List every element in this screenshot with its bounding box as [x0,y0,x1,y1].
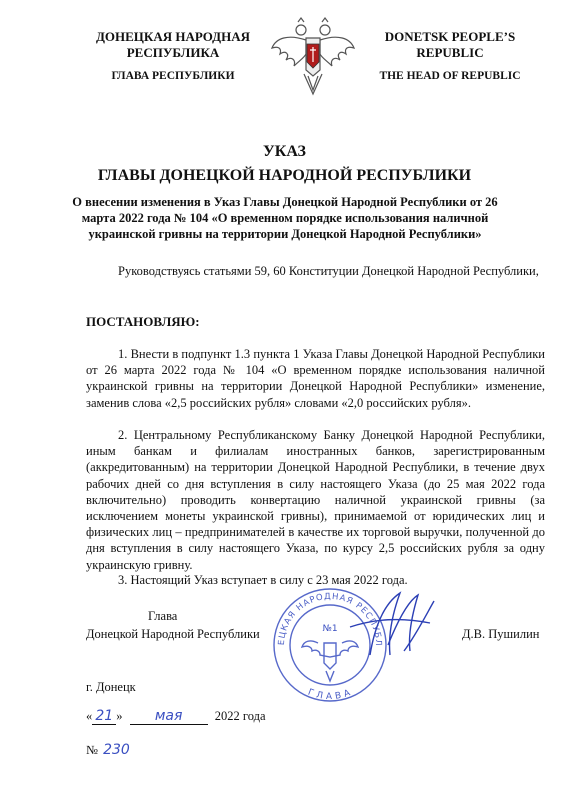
date-month: мая [154,708,183,724]
header-left-line1: ДОНЕЦКАЯ НАРОДНАЯ [95,29,251,44]
header-right-title [375,29,525,61]
date-open-quote: « [86,709,93,723]
document-number [86,742,130,758]
number-label: № [86,743,98,757]
signature-position-line2: Донецкой Народной Республики [86,627,260,641]
header-left-line2: РЕСПУБЛИКА [126,45,220,60]
header-right-line1: DONETSK PEOPLE’S [384,29,516,44]
signature-position-line1: Глава [148,609,178,623]
decree-word: ПОСТАНОВЛЯЮ: [86,314,200,329]
date-year: 2022 года [214,709,266,723]
item-1: 1. Внести в подпункт 1.3 пункта 1 Указа Главы Донецкой Народной Республики от 26 марта 2022 года № 104 «О временном порядке использования наличной украинской гривны на территории Донецкой Народной Республики» изменение, заменив слова «2,5 российских рубля» словами «2,0 российских рубля». [86,347,545,410]
date-close-quote: » [116,709,123,723]
header-right-subtitle: THE HEAD OF REPUBLIC [379,70,521,82]
document-subject: О внесении изменения в Указ Главы Донецкой Народной Республики от 26 марта 2022 года № 104 «О временном порядке использования наличной украинской гривны на территории Донецкой Народной Республики» [72,195,498,241]
header-left-subtitle: ГЛАВА РЕСПУБЛИКИ [111,70,235,82]
number-value: 230 [103,742,130,758]
item-3: 3. Настоящий Указ вступает в силу с 23 мая 2022 года. [118,573,408,587]
preamble: Руководствуясь статьями 59, 60 Конституции Донецкой Народной Республики, [118,264,539,278]
city: г. Донецк [86,680,136,694]
item-2: 2. Центральному Республиканскому Банку Донецкой Народной Республики, иным банкам и филиалам иностранных банков, зарегистрированным (аккредитованным) на территории Донецкой Народной Республики, в течение двух рабочих дней со дня вступления в силу настоящего Указа (до 25 мая 2022 года включительно) проводить конвертацию наличной украинской гривны (за исключением монеты украинской гривны), принимаемой от юридических лиц и физических лиц – предпринимателей в качестве их торговой выручки, полученной до дня вступления в силу настоящего Указа, по курсу 2,5 российских рубля за одну украинскую гривну. [86,428,545,572]
svg-text:ГЛАВА [306,688,353,702]
stamp-number: №1 [322,624,338,634]
stamp-text-bottom: ГЛАВА [306,687,354,702]
stamp-text-top: ЕЦКАЯ НАРОДНАЯ РЕСПУБЛ [276,591,384,647]
date-day: 21 [95,708,114,724]
header-right-line2: REPUBLIC [416,45,484,60]
document-subtitle: ГЛАВЫ ДОНЕЦКОЙ НАРОДНОЙ РЕСПУБЛИКИ [97,167,472,184]
coat-of-arms-eagle-icon [268,14,358,102]
document-title: УКАЗ [263,143,306,160]
signature-name: Д.В. Пушилин [462,627,540,641]
handwritten-signature [330,585,450,665]
header-left-title [78,29,268,61]
date-line [86,708,266,725]
